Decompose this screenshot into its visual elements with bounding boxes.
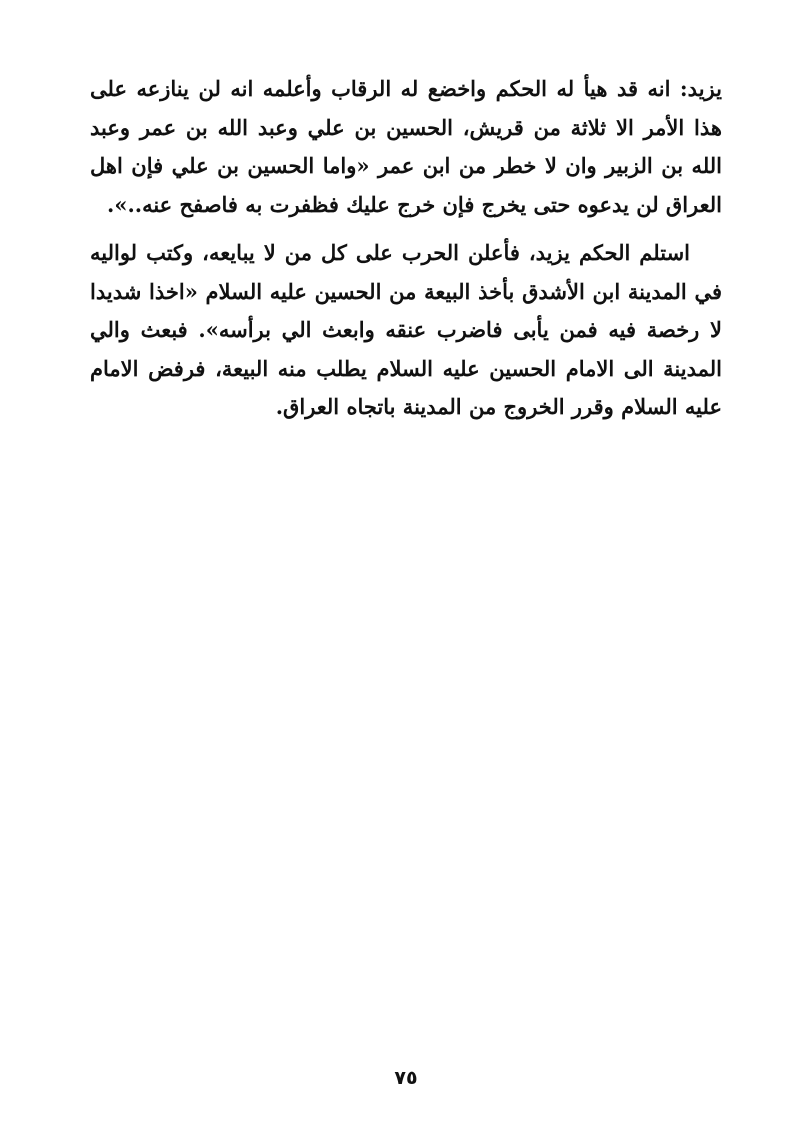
paragraph-2: استلم الحكم يزيد، فأعلن الحرب على كل من لا يبايعه، وكتب لواليه في المدينة ابن الأشدق بأخذ البيعة من الحسين عليه السلام «اخذا شديدا لا رخصة فيه فمن يأبى فاضرب عنقه وابعث الي برأسه». فبعث والي المدينة الى الامام الحسين عليه السلام يطلب منه البيعة، فرفض الامام عليه السلام وقرر الخروج من المدينة باتجاه العراق. xyxy=(90,240,722,419)
paragraph-1: يزيد: انه قد هيأ له الحكم واخضع له الرقاب وأعلمه انه لن ينازعه على هذا الأمر الا ثلاثة من قريش، الحسين بن علي وعبد الله بن عمر وعبد الله بن الزبير وان لا خطر من ابن عمر «واما الحسين بن علي فإن اهل العراق لن يدعوه حتى يخرج فإن خرج عليك فظفرت به فاصفح عنه..». xyxy=(90,76,722,217)
body-text xyxy=(90,70,722,427)
page-number: ٧٥ xyxy=(394,1067,418,1089)
